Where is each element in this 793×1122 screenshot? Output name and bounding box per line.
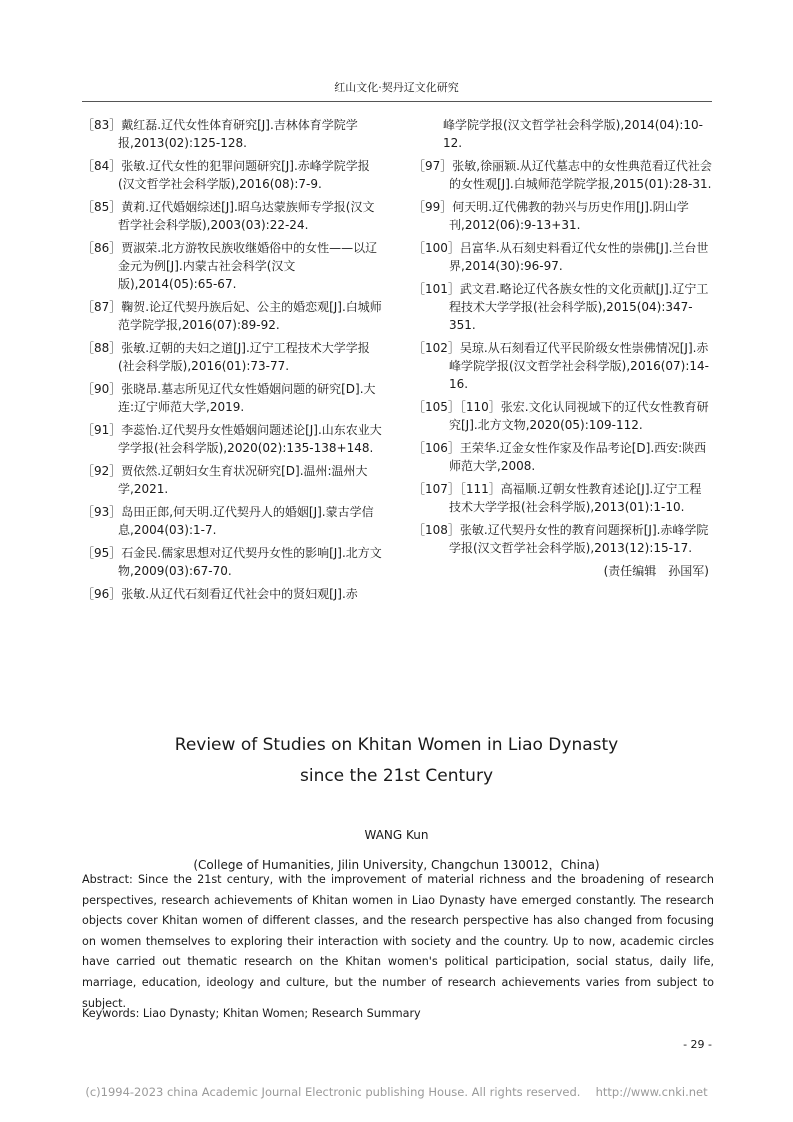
author-name: WANG Kun (364, 828, 429, 842)
reference-item: ［87］鞠贺.论辽代契丹族后妃、公主的婚恋观[J].白城师范学院学报,2016(07):89-92. (82, 300, 382, 332)
reference-item: ［95］石金民.儒家思想对辽代契丹女性的影响[J].北方文物,2009(03):67-70. (82, 546, 382, 578)
reference-item: ［93］岛田正郎,何天明.辽代契丹人的婚姻[J].蒙古学信息,2004(03):1-7. (82, 505, 374, 537)
reference-item: ［100］吕富华.从石刻史料看辽代女性的崇佛[J].兰台世界,2014(30):96-97. (413, 241, 709, 273)
reference-item: ［101］武文君.略论辽代各族女性的文化贡献[J].辽宁工程技术大学学报(社会科学版),2015(04):347-351. (413, 282, 709, 332)
abstract-paragraph: Abstract: Since the 21st century, with the improvement of material richness and the broadening of research perspectives, research achievements of Khitan women in Liao Dynasty have emerged constantly. The research objects cover Khitan women of different classes, and the research perspective has also changed from focusing on women themselves to exploring their interaction with society and the country. Up to now, academic circles have carried out thematic research on the Khitan women's political participation, social status, daily life, marriage, education, ideology and culture, but the number of research achievements varies from subject to subject. (82, 873, 714, 1010)
reference-item: ［90］张晓昂.墓志所见辽代女性婚姻问题的研究[D].大连:辽宁师范大学,2019. (82, 382, 376, 414)
reference-item: ［85］黄莉.辽代婚姻综述[J].昭乌达蒙族师专学报(汉文哲学社会科学版),2003(03):22-24. (82, 200, 375, 232)
reference-item: ［84］张敏.辽代女性的犯罪问题研究[J].赤峰学院学报(汉文哲学社会科学版),2016(08):7-9. (82, 159, 370, 191)
reference-item: ［106］王荣华.辽金女性作家及作品考论[D].西安:陕西师范大学,2008. (413, 441, 707, 473)
english-title-line-1: Review of Studies on Khitan Women in Liao Dynasty (174, 735, 619, 755)
reference-item: ［86］贾淑荣.北方游牧民族收继婚俗中的女性——以辽金元为例[J].内蒙古社会科学(汉文版),2014(05):65-67. (82, 241, 378, 291)
page-number: - 29 - (683, 1038, 712, 1051)
reference-item: ［107］［111］高福顺.辽朝女性教育述论[J].辽宁工程技术大学学报(社会科学版),2013(01):1-10. (413, 482, 702, 514)
author-affiliation: (College of Humanities, Jilin University, Changchun 130012，China) (193, 858, 600, 872)
reference-item: ［83］戴红磊.辽代女性体育研究[J].吉林体育学院学报,2013(02):125-128. (82, 118, 358, 150)
running-header: 红山文化·契丹辽文化研究 (334, 81, 459, 94)
reference-item: ［92］贾依然.辽朝妇女生育状况研究[D].温州:温州大学,2021. (82, 464, 368, 496)
english-title-line-2: since the 21st Century (299, 766, 494, 786)
references-left-column (82, 116, 382, 608)
references-right-column (413, 116, 713, 580)
reference-item: ［96］张敏.从辽代石刻看辽代社会中的贤妇观[J].赤 (82, 587, 358, 601)
reference-item: ［99］何天明.辽代佛教的勃兴与历史作用[J].阴山学刊,2012(06):9-13+31. (413, 200, 689, 232)
header-rule (82, 101, 712, 102)
keywords-line: Keywords: Liao Dynasty; Khitan Women; Research Summary (82, 1007, 421, 1020)
reference-continuation: 峰学院学报(汉文哲学社会科学版),2014(04):10-12. (443, 118, 703, 150)
responsible-editor: (责任编辑 孙国军) (603, 564, 709, 578)
reference-item: ［105］［110］张宏.文化认同视域下的辽代女性教育研究[J].北方文物,2020(05):109-112. (413, 400, 709, 432)
reference-item: ［91］李蕊怡.辽代契丹女性婚姻问题述论[J].山东农业大学学报(社会科学版),2020(02):135-138+148. (82, 423, 382, 455)
reference-item: ［97］张敏,徐丽颖.从辽代墓志中的女性典范看辽代社会的女性观[J].白城师范学院学报,2015(01):28-31. (413, 159, 712, 191)
copyright-footer: (c)1994-2023 china Academic Journal Electronic publishing House. All rights reserved. http://www.cnki.net (85, 1085, 708, 1099)
reference-item: ［88］张敏.辽朝的夫妇之道[J].辽宁工程技术大学学报(社会科学版),2016(01):73-77. (82, 341, 370, 373)
reference-item: ［108］张敏.辽代契丹女性的教育问题探析[J].赤峰学院学报(汉文哲学社会科学版),2013(12):15-17. (413, 523, 709, 555)
reference-item: ［102］吴琼.从石刻看辽代平民阶级女性崇佛情况[J].赤峰学院学报(汉文哲学社会科学版),2016(07):14-16. (413, 341, 709, 391)
